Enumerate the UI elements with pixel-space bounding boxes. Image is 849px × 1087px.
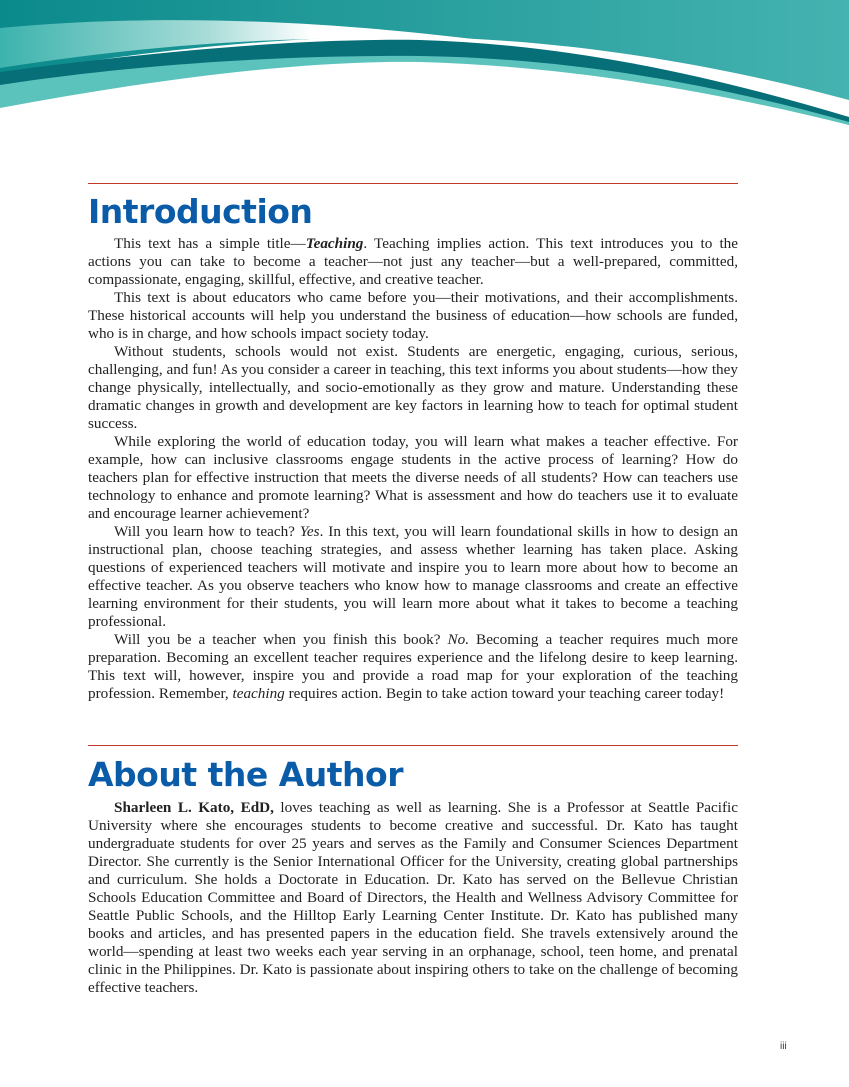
emphasis: teaching xyxy=(232,685,285,702)
intro-paragraph-3: Without students, schools would not exist. Students are energetic, engaging, curious, serious, challenging, and fun! As you consider a career in teaching, this text informs you about students—how they change physically, intellectually, and socio-emotionally as they grow and mature. Understanding these dramatic changes in growth and development are key factors in learning how to teach for optimal student success. xyxy=(88,343,738,432)
author-bio xyxy=(88,799,738,997)
page-number: iii xyxy=(780,1041,787,1052)
text: . Teaching implies action. This text introduces you to the actions you can take to become a teacher—not just any teacher—but a well-prepared, committed, compassionate, engaging, skillful, effective, and creative teacher. xyxy=(88,235,738,288)
intro-paragraph-4: While exploring the world of education today, you will learn what makes a teacher effective. For example, how can inclusive classrooms engage students in the active process of learning? How do teachers plan for effective instruction that meets the diverse needs of all students? How can teachers use technology to enhance and promote learning? What is assessment and how do teachers use it to evaluate and encourage learner achievement? xyxy=(88,433,738,522)
intro-paragraph-5 xyxy=(88,523,738,631)
text: Will you learn how to teach? xyxy=(114,523,300,540)
book-title: Teaching xyxy=(305,235,364,252)
introduction-heading: Introduction xyxy=(88,192,313,231)
text: Will you be a teacher when you finish this book? xyxy=(114,631,448,648)
header-wave-banner xyxy=(0,0,849,125)
emphasis: No. xyxy=(447,631,470,648)
author-name: Sharleen L. Kato, EdD, xyxy=(114,799,274,816)
intro-paragraph-1 xyxy=(88,235,738,289)
intro-divider xyxy=(88,183,738,184)
intro-paragraph-2: This text is about educators who came before you—their motivations, and their accomplishments. These historical accounts will help you understand the business of education—how schools are funded, who is in charge, and how schools impact society today. xyxy=(88,289,738,342)
introduction-section xyxy=(88,192,738,703)
text: This text has a simple title— xyxy=(114,235,306,252)
author-divider xyxy=(88,745,738,746)
text: Becoming a teacher requires much more preparation. Becoming an excellent teacher requires experience and the lifelong desire to keep learning. This text will, however, inspire you and provide a road map for your exploration of the teaching profession. Remember, xyxy=(88,631,738,702)
text: . In this text, you will learn foundational skills in how to design an instructional plan, choose teaching strategies, and assess whether learning has taken place. Asking questions of experienced teachers will motivate and inspire you to learn more about how to become an effective teacher. As you observe teachers who know how to manage classrooms and create an effective learning environment for their students, you will learn more about what it takes to become a teaching professional. xyxy=(88,523,739,630)
text: loves teaching as well as learning. She is a Professor at Seattle Pacific University where she encourages students to become creative and successful. Dr. Kato has taught undergraduate students for over 25 years and serves as the Family and Consumer Sciences Department Director. She currently is the Senior International Officer for the University, creating global partnerships and curriculum. She holds a Doctorate in Education. Dr. Kato has served on the Bellevue Christian Schools Education Committee and Board of Directors, the Health and Wellness Advisory Committee for Seattle Public Schools, and the Hilltop Early Learning Center Institute. Dr. Kato has published many books and articles, and has presented papers in the education field. She travels extensively around the world—spending at least two weeks each year serving in an orphanage, school, teen home, and prenatal clinic in the Philippines. Dr. Kato is passionate about inspiring others to take on the challenge of becoming effective teachers. xyxy=(88,799,739,996)
about-author-heading: About the Author xyxy=(88,755,403,794)
about-author-section xyxy=(88,755,738,997)
text: requires action. Begin to take action toward your teaching career today! xyxy=(284,685,725,702)
emphasis: Yes xyxy=(299,523,320,540)
intro-paragraph-6 xyxy=(88,631,738,703)
